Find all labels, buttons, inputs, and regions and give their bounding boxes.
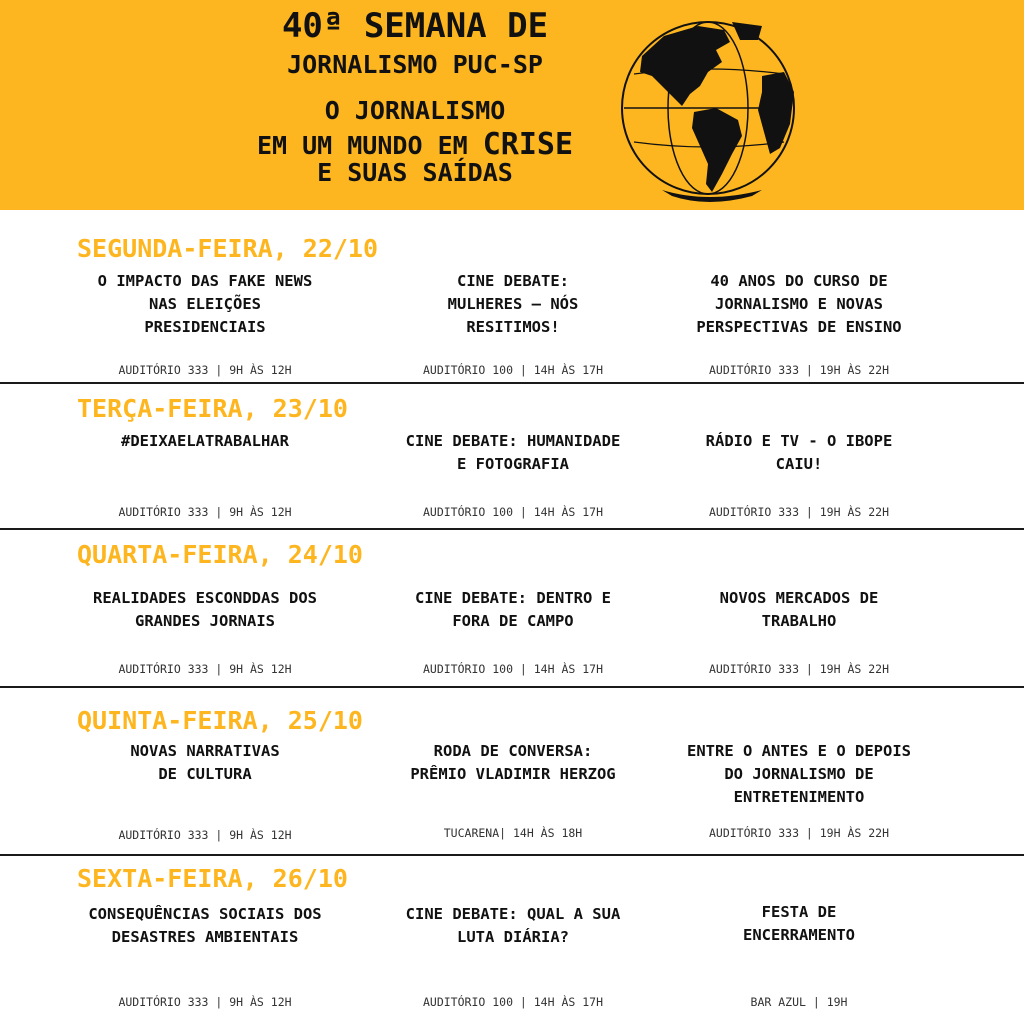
day-section <box>0 210 1024 384</box>
event-location: AUDITÓRIO 333 | 9H ÀS 12H <box>118 363 292 377</box>
day-title: QUARTA-FEIRA, 24/10 <box>77 540 363 569</box>
event-location: AUDITÓRIO 333 | 19H ÀS 22H <box>708 505 889 519</box>
theme-line-3: E SUAS SAÍDAS <box>317 158 513 187</box>
event-location: AUDITÓRIO 100 | 14H ÀS 17H <box>422 505 603 519</box>
event-location: TUCARENA| 14H ÀS 18H <box>443 826 583 840</box>
day-title: TERÇA-FEIRA, 23/10 <box>77 394 348 423</box>
event-edition-title: 40ª SEMANA DE <box>281 6 549 46</box>
event-title: CONSEQUÊNCIAS SOCIAIS DOS DESASTRES AMBIENTAIS <box>88 905 322 946</box>
event-title: CINE DEBATE: QUAL A SUA LUTA DIÁRIA? <box>405 905 621 946</box>
globe-icon <box>612 14 802 206</box>
day-section <box>0 688 1024 856</box>
day-title: SEGUNDA-FEIRA, 22/10 <box>77 234 379 263</box>
event-title: RODA DE CONVERSA: PRÊMIO VLADIMIR HERZOG <box>410 742 616 783</box>
event-location: BAR AZUL | 19H <box>750 995 848 1009</box>
event-title: CINE DEBATE: MULHERES – NÓS RESITIMOS! <box>447 272 579 336</box>
event-title: RÁDIO E TV - O IBOPE CAIU! <box>705 432 893 473</box>
event-title: REALIDADES ESCONDDAS DOS GRANDES JORNAIS <box>93 589 317 630</box>
event-location: AUDITÓRIO 100 | 14H ÀS 17H <box>422 363 603 377</box>
event-title: ENTRE O ANTES E O DEPOIS DO JORNALISMO DE ENTRETENIMENTO <box>687 742 911 806</box>
event-location: AUDITÓRIO 333 | 19H ÀS 22H <box>708 363 889 377</box>
event-location: AUDITÓRIO 333 | 19H ÀS 22H <box>708 662 889 676</box>
event-location: AUDITÓRIO 333 | 9H ÀS 12H <box>118 995 292 1009</box>
event-location: AUDITÓRIO 333 | 9H ÀS 12H <box>118 828 292 842</box>
event-location: AUDITÓRIO 333 | 19H ÀS 22H <box>708 826 889 840</box>
theme-line-2: EM UM MUNDO EM CRISE <box>256 127 574 162</box>
event-location: AUDITÓRIO 333 | 9H ÀS 12H <box>118 662 292 676</box>
event-title: CINE DEBATE: DENTRO E FORA DE CAMPO <box>415 589 611 630</box>
event-title: CINE DEBATE: HUMANIDADE E FOTOGRAFIA <box>405 432 621 473</box>
event-title: O IMPACTO DAS FAKE NEWS NAS ELEIÇÕES PRESIDENCIAIS <box>97 272 313 336</box>
header-banner <box>0 0 1024 210</box>
event-location: AUDITÓRIO 100 | 14H ÀS 17H <box>422 995 603 1009</box>
event-title: FESTA DE ENCERRAMENTO <box>743 903 855 944</box>
day-section <box>0 530 1024 688</box>
event-title: #DEIXAELATRABALHAR <box>121 432 289 450</box>
event-title: NOVAS NARRATIVAS DE CULTURA <box>130 742 280 783</box>
event-organizer: JORNALISMO PUC-SP <box>287 50 543 79</box>
event-location: AUDITÓRIO 100 | 14H ÀS 17H <box>422 662 603 676</box>
event-title: 40 ANOS DO CURSO DE JORNALISMO E NOVAS PERSPECTIVAS DE ENSINO <box>696 272 902 336</box>
event-title: NOVOS MERCADOS DE TRABALHO <box>719 589 879 630</box>
event-location: AUDITÓRIO 333 | 9H ÀS 12H <box>118 505 292 519</box>
day-title: QUINTA-FEIRA, 25/10 <box>77 706 363 735</box>
day-section <box>0 384 1024 530</box>
theme-line-1: O JORNALISMO <box>324 96 506 125</box>
day-section <box>0 856 1024 1024</box>
day-title: SEXTA-FEIRA, 26/10 <box>77 864 348 893</box>
